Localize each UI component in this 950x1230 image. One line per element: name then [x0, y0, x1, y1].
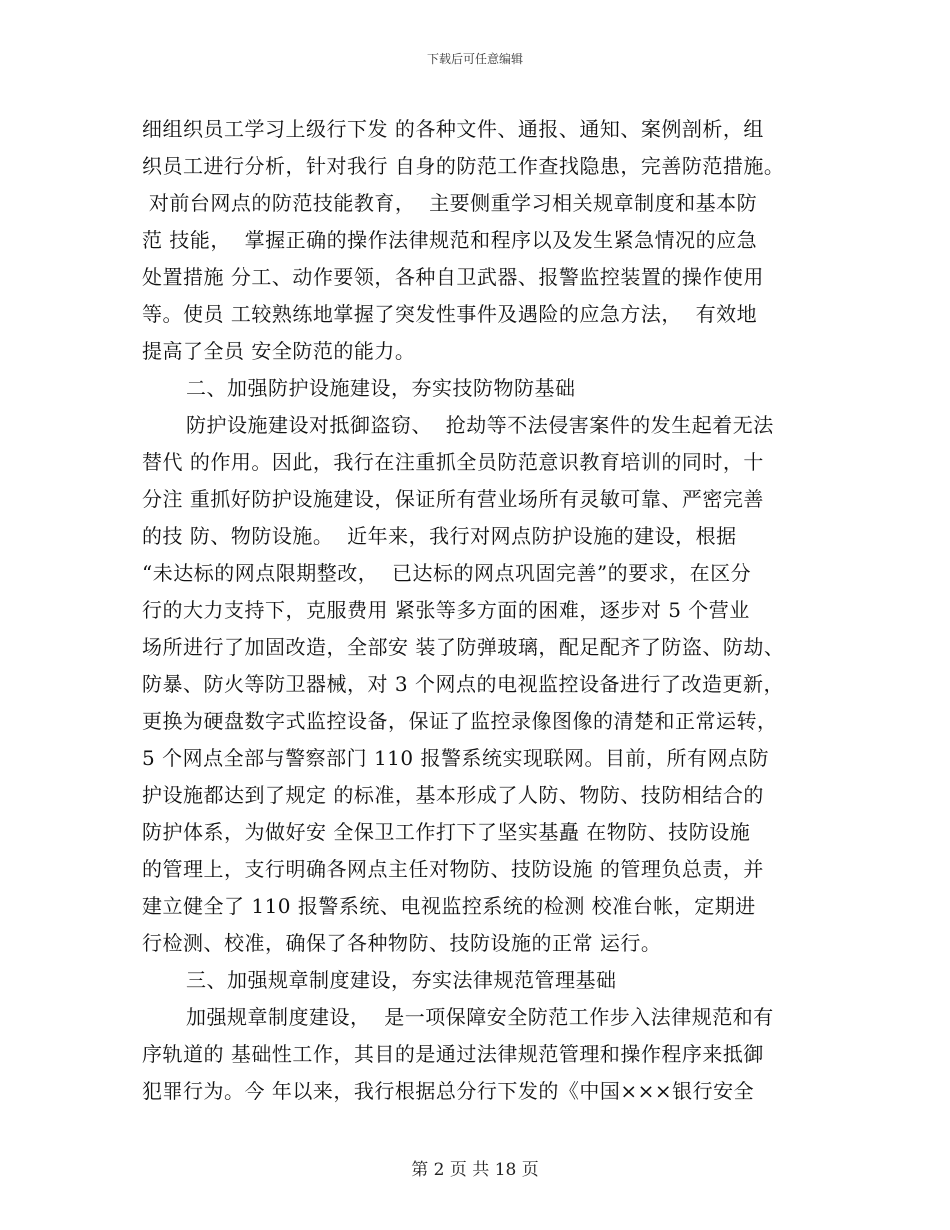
text-line: 织员工进行分析，针对我行 自身的防范工作查找隐患，完善防范措施。	[142, 154, 785, 178]
text-line: 三、加强规章制度建设，夯实法律规范管理基础	[186, 968, 617, 992]
text-line: 的技 防、物防设施。 近年来，我行对网点防护设施的建设，根据	[142, 524, 737, 548]
text-line: 范 技能， 掌握正确的操作法律规范和程序以及发生紧急情况的应急	[142, 228, 758, 252]
text-line: 分注 重抓好防护设施建设，保证所有营业场所有灵敏可靠、严密完善	[142, 487, 764, 511]
text-line: 行检测、校准，确保了各种物防、技防设施的正常 运行。	[142, 931, 662, 955]
text-line: 提高了全员 安全防范的能力。	[142, 339, 416, 363]
text-line: 护设施都达到了规定 的标准，基本形成了人防、物防、技防相结合的	[142, 783, 764, 807]
text-line: 细组织员工学习上级行下发 的各种文件、通报、通知、案例剖析，组	[142, 117, 764, 141]
text-line: 对前台网点的防范技能教育， 主要侧重学习相关规章制度和基本防	[142, 191, 758, 215]
text-line: 防护体系，为做好安 全保卫工作打下了坚实基矗 在物防、技防设施	[142, 820, 751, 844]
text-line: “未达标的网点限期整改， 已达标的网点巩固完善”的要求，在区分	[142, 561, 752, 585]
text-line: 防暴、防火等防卫器械，对 3 个网点的电视监控设备进行了改造更新，	[142, 672, 784, 696]
text-line: 等。使员 工较熟练地掌握了突发性事件及遇险的应急方法， 有效地	[142, 302, 758, 326]
text-line: 行的大力支持下，克服费用 紧张等多方面的困难，逐步对 5 个营业	[142, 598, 750, 622]
text-line: 防护设施建设对抵御盗窃、 抢劫等不法侵害案件的发生起着无法	[186, 413, 774, 437]
text-line: 二、加强防护设施建设，夯实技防物防基础	[186, 376, 576, 400]
page-header: 下载后可任意编辑	[426, 52, 523, 66]
page-footer: 第 2 页 共 18 页	[411, 1160, 539, 1180]
text-line: 序轨道的 基础性工作，其目的是通过法律规范管理和操作程序来抵御	[142, 1042, 764, 1066]
text-line: 场所进行了加固改造，全部安 装了防弹玻璃，配足配齐了防盗、防劫、	[142, 635, 785, 659]
text-line: 替代 的作用。因此，我行在注重抓全员防范意识教育培训的同时，十	[142, 450, 764, 474]
text-line: 处置措施 分工、动作要领，各种自卫武器、报警监控装置的操作使用	[142, 265, 764, 289]
text-line: 加强规章制度建设， 是一项保障安全防范工作步入法律规范和有	[186, 1005, 774, 1029]
text-line: 犯罪行为。今 年以来，我行根据总分行下发的《中国×××银行安全	[142, 1079, 755, 1103]
text-line: 的管理上，支行明确各网点主任对物防、技防设施 的管理负总责，并	[142, 857, 764, 881]
document-body	[142, 111, 822, 1110]
text-line: 更换为硬盘数字式监控设备，保证了监控录像图像的清楚和正常运转，	[142, 709, 778, 733]
text-line: 5 个网点全部与警察部门 110 报警系统实现联网。目前，所有网点防	[142, 746, 769, 770]
text-line: 建立健全了 110 报警系统、电视监控系统的检测 校准台帐，定期进	[142, 894, 756, 918]
